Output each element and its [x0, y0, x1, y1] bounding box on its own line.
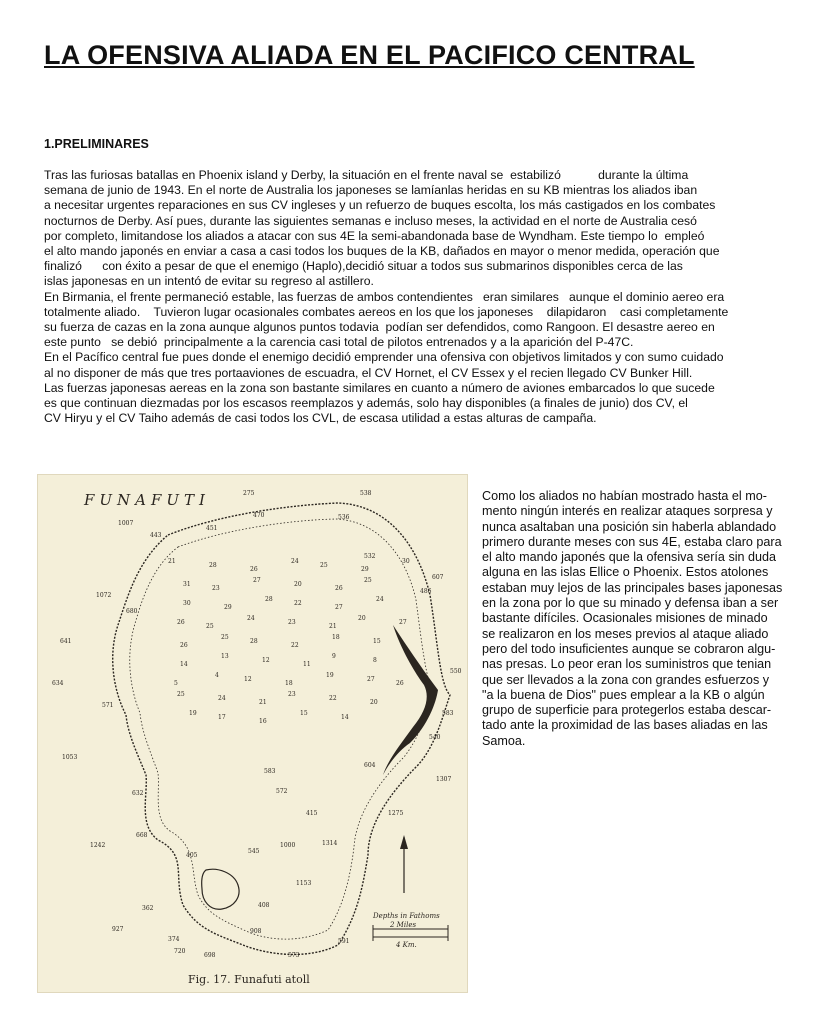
sounding-outer: 572 [276, 788, 288, 795]
body-line: Tras las furiosas batallas en Phoenix island y Derby, la situación en el frente naval se estabilizó durante la última [44, 168, 689, 182]
sounding-outer: 1153 [296, 880, 312, 887]
body-line: este punto se debió principalmente a la carencia casi total de pilotos entrenados y a la aparición del P-47C. [44, 335, 634, 350]
sounding-inner: 25 [177, 691, 185, 698]
fongafale-island [383, 625, 438, 775]
body-line: a necesitar urgentes reparaciones en sus CV ingleses y un refuerzo de buques escolta, los más castigados en los combates [44, 198, 716, 213]
sounding-outer: 443 [150, 532, 162, 539]
sounding-outer: 634 [52, 680, 64, 687]
sounding-outer: 668 [136, 832, 148, 839]
sounding-outer: 607 [432, 574, 444, 581]
sounding-inner: 4 [215, 672, 219, 679]
sounding-inner: 27 [253, 577, 261, 584]
sounding-outer: 641 [60, 638, 72, 645]
sounding-outer: 362 [142, 905, 154, 912]
sounding-inner: 15 [373, 638, 381, 645]
sounding-inner: 27 [335, 604, 343, 611]
sounding-inner: 19 [326, 672, 334, 679]
sounding-inner: 17 [218, 714, 226, 721]
sounding-outer: 536 [338, 514, 350, 521]
body-line: Las fuerzas japonesas aereas en la zona son bastante similares en cuanto a número de aviones embarcados lo que sucede [44, 380, 715, 395]
side-line: se realizaron en los meses previos al ataque aliado [482, 626, 769, 641]
inner-reef [130, 519, 434, 939]
side-line: primero durante meses con sus 4E, estaba claro para [482, 534, 782, 549]
side-line: grupo de superficie para protegerlos estaba descar- [482, 703, 772, 718]
sounding-outer: 680 [126, 608, 138, 615]
sounding-inner: 28 [265, 596, 273, 603]
sounding-inner: 20 [358, 615, 366, 622]
sounding-inner: 25 [206, 623, 214, 630]
sounding-inner: 21 [168, 558, 176, 565]
sounding-inner: 22 [294, 600, 302, 607]
sounding-inner: 18 [332, 634, 340, 641]
sounding-inner: 23 [212, 585, 220, 592]
sounding-inner: 28 [250, 638, 258, 645]
body-line: finalizó con éxito a pesar de que el enemigo (Haplo),decidió situar a todos sus submarinos disponibles cerca de las [44, 259, 683, 274]
sounding-inner: 24 [218, 695, 226, 702]
sounding-inner: 29 [361, 566, 369, 573]
body-text [44, 168, 814, 426]
map-title: FUNAFUTI [84, 491, 210, 509]
sounding-inner: 20 [370, 699, 378, 706]
body-line: semana de junio de 1943. En el norte de Australia los japoneses se lamíanlas heridas en su KB mientras los aliados iban [44, 183, 698, 198]
side-line: pero del todo insuficientes aunque se cobraron algu- [482, 641, 776, 656]
sounding-inner: 26 [177, 619, 185, 626]
sounding-inner: 26 [335, 585, 343, 592]
sounding-inner: 30 [402, 558, 410, 565]
body-line: En Birmania, el frente permaneció estable, las fuerzas de ambos contendientes eran similares aunque el dominio aereo era [44, 289, 725, 304]
side-line: Samoa. [482, 733, 526, 748]
sounding-inner: 5 [174, 680, 178, 687]
side-line: nas presas. Lo peor eran los suministros que tenian [482, 657, 772, 672]
sounding-inner: 18 [285, 680, 293, 687]
sounding-outer: 374 [168, 936, 180, 943]
outer-reef [113, 503, 450, 954]
page-title: LA OFENSIVA ALIADA EN EL PACIFICO CENTRAL [44, 40, 695, 70]
sounding-inner: 25 [364, 577, 372, 584]
sounding-outer: 632 [132, 790, 144, 797]
sounding-inner: 30 [183, 600, 191, 607]
sounding-inner: 29 [224, 604, 232, 611]
sounding-outer: 591 [338, 938, 350, 945]
sounding-outer: 908 [250, 928, 262, 935]
body-line: En el Pacífico central fue pues donde el enemigo decidió emprender una ofensiva con objetivos limitados y con sumo cuidado [44, 350, 724, 365]
south-island [202, 869, 239, 909]
sounding-inner: 12 [262, 657, 270, 664]
sounding-inner: 27 [367, 676, 375, 683]
map-drawing [38, 475, 467, 992]
side-line: estaban muy lejos de las principales bases japonesas [482, 580, 783, 595]
sounding-outer: 604 [364, 762, 376, 769]
body-line: CV Hiryu y el CV Taiho además de casi todos los CVL, de escasa utilidad a estas alturas de campaña. [44, 411, 597, 426]
scale-miles: 2 Miles [390, 921, 417, 929]
sounding-outer: 720 [174, 948, 186, 955]
body-line: el alto mando japonés en enviar a casa a casi todos los buques de la KB, dañados en mayor o menor medida, operación que [44, 244, 720, 259]
sounding-outer: 486 [420, 588, 432, 595]
sounding-outer: 1307 [436, 776, 452, 783]
sounding-outer: 1314 [322, 840, 338, 847]
body-line: al no disponer de más que tres portaaviones de escuadra, el CV Hornet, el CV Essex y el recien llegado CV Bunker Hill. [44, 365, 693, 380]
body-line: su fuerza de cazas en la zona aunque algunos puntos todavia podían ser defendidos, como Rangoon. El desastre aereo en [44, 320, 715, 335]
side-line: Como los aliados no habían mostrado hasta el mo- [482, 489, 767, 503]
legend-title: Depths in Fathoms [373, 912, 440, 920]
sounding-outer: 571 [102, 702, 114, 709]
body-line: totalmente aliado. Tuvieron lugar ocasionales combates aereos en los que los japoneses dilapidaron casi completamente [44, 304, 729, 319]
sounding-inner: 19 [189, 710, 197, 717]
body-line: por completo, limitandose los aliados a atacar con sus 4E la semi-abandonada base de Wyndham. Este tiempo lo empleó [44, 228, 705, 243]
sounding-outer: 545 [248, 848, 260, 855]
sounding-inner: 16 [259, 718, 267, 725]
side-line: alguna en las islas Ellice o Phoenix. Estos atolones [482, 565, 769, 580]
sounding-inner: 20 [294, 581, 302, 588]
sounding-outer: 573 [288, 952, 300, 959]
sounding-inner: 25 [320, 562, 328, 569]
side-line: mento ningún interés en realizar ataques sorpresa y [482, 504, 773, 519]
sounding-outer: 583 [442, 710, 454, 717]
sounding-outer: 927 [112, 926, 124, 933]
side-column-text [482, 489, 818, 749]
sounding-inner: 21 [259, 699, 267, 706]
sounding-inner: 14 [341, 714, 349, 721]
sounding-outer: 415 [306, 810, 318, 817]
sounding-inner: 31 [183, 581, 191, 588]
sounding-inner: 11 [303, 661, 311, 668]
side-line: nunca asaltaban una posición sin haberla ablandado [482, 519, 777, 534]
sounding-inner: 22 [329, 695, 337, 702]
funafuti-atoll-map [37, 474, 468, 993]
sounding-inner: 26 [250, 566, 258, 573]
side-line: "a la buena de Dios" pues emplear a la KB o algún [482, 687, 765, 702]
side-line: tado ante la proximidad de las bases aliadas en las [482, 718, 768, 733]
side-line: bastante difíciles. Ocasionales misiones de minado [482, 611, 768, 626]
sounding-inner: 15 [300, 710, 308, 717]
sounding-inner: 23 [288, 619, 296, 626]
sounding-inner: 24 [291, 558, 299, 565]
sounding-inner: 13 [221, 653, 229, 660]
sounding-outer: 1275 [388, 810, 404, 817]
sounding-inner: 21 [329, 623, 337, 630]
sounding-inner: 26 [180, 642, 188, 649]
sounding-inner: 24 [376, 596, 384, 603]
sounding-inner: 24 [247, 615, 255, 622]
sounding-outer: 550 [450, 668, 462, 675]
sounding-inner: 8 [373, 657, 377, 664]
north-arrow [400, 835, 408, 893]
body-line: islas japonesas en un intentó de evitar su regreso al astillero. [44, 274, 374, 289]
sounding-outer: 1000 [280, 842, 296, 849]
sounding-outer: 1242 [90, 842, 106, 849]
side-line: en la zona por lo que su minado y defensa iban a ser [482, 596, 779, 611]
sounding-outer: 540 [429, 734, 441, 741]
body-line: nocturnos de Derby. Así pues, durante las siguientes semanas e incluso meses, la actividad en el norte de Australia cesó [44, 213, 697, 228]
sounding-inner: 28 [209, 562, 217, 569]
sounding-inner: 9 [332, 653, 336, 660]
sounding-outer: 275 [243, 490, 255, 497]
scale-km: 4 Km. [396, 941, 417, 949]
sounding-inner: 14 [180, 661, 188, 668]
sounding-outer: 408 [258, 902, 270, 909]
sounding-outer: 1072 [96, 592, 112, 599]
sounding-inner: 12 [244, 676, 252, 683]
sounding-inner: 26 [396, 680, 404, 687]
sounding-outer: 1053 [62, 754, 78, 761]
side-line: que ser llevados a la zona con grandes esfuerzos y [482, 672, 770, 687]
sounding-outer: 405 [186, 852, 198, 859]
sounding-outer: 698 [204, 952, 216, 959]
section-heading: 1.PRELIMINARES [44, 137, 149, 151]
sounding-outer: 538 [360, 490, 372, 497]
sounding-outer: 532 [364, 553, 376, 560]
sounding-inner: 23 [288, 691, 296, 698]
body-line: es que continuan diezmadas por los escasos reemplazos y además, solo hay disponibles (a finales de junio) dos CV, el [44, 396, 688, 411]
sounding-outer: 583 [264, 768, 276, 775]
sounding-outer: 451 [206, 525, 218, 532]
sounding-inner: 25 [221, 634, 229, 641]
sounding-inner: 27 [399, 619, 407, 626]
map-caption: Fig. 17. Funafuti atoll [188, 973, 310, 986]
sounding-outer: 470 [253, 512, 265, 519]
side-line: el alto mando japonés que la ofensiva sería sin duda [482, 550, 777, 565]
sounding-inner: 22 [291, 642, 299, 649]
sounding-outer: 1007 [118, 520, 134, 527]
